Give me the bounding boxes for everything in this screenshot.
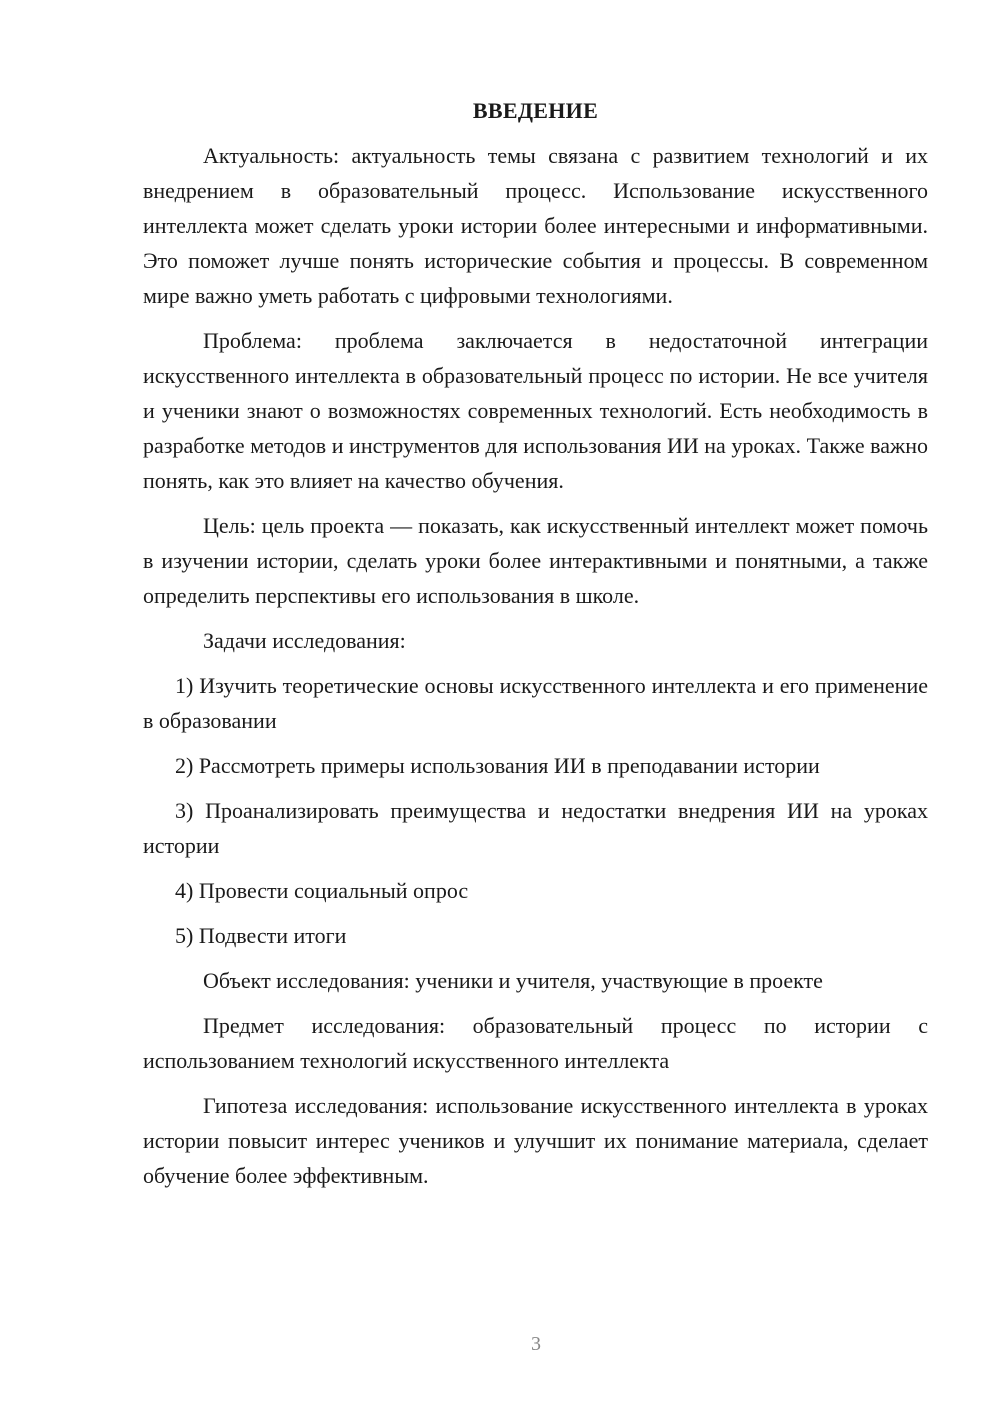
task-item: 2) Рассмотреть примеры использования ИИ в преподавании истории — [175, 753, 820, 778]
task-item: 1) Изучить теоретические основы искусственного интеллекта и его применение в образовании — [143, 673, 928, 733]
paragraph-hypothesis: Гипотеза исследования: использование искусственного интеллекта в уроках истории повысит интерес учеников и улучшит их понимание материала, сделает обучение более эффективным. — [143, 1093, 928, 1188]
tasks-heading: Задачи исследования: — [203, 628, 406, 653]
task-item: 5) Подвести итоги — [175, 923, 347, 948]
task-item: 3) Проанализировать преимущества и недостатки внедрения ИИ на уроках истории — [143, 798, 928, 858]
paragraph-problem: Проблема: проблема заключается в недостаточной интеграции искусственного интеллекта в образовательный процесс по истории. Не все учителя и ученики знают о возможностях современных технологий. Есть необходимость в разработке методов и инструментов для использования ИИ на уроках. Также важно понять, как это влияет на качество обучения. — [143, 328, 928, 493]
paragraph-object: Объект исследования: ученики и учителя, участвующие в проекте — [203, 968, 823, 993]
task-item: 4) Провести социальный опрос — [175, 878, 469, 903]
document-page — [143, 93, 928, 1193]
page-title: ВВЕДЕНИЕ — [472, 98, 599, 123]
paragraph-subject: Предмет исследования: образовательный процесс по истории с использованием технологий искусственного интеллекта — [143, 1013, 928, 1073]
page-number: 3 — [531, 1333, 541, 1355]
paragraph-goal: Цель: цель проекта — показать, как искусственный интеллект может помочь в изучении истории, сделать уроки более интерактивными и понятными, а также определить перспективы его использования в школе. — [143, 513, 928, 608]
paragraph-relevance: Актуальность: актуальность темы связана с развитием технологий и их внедрением в образовательный процесс. Использование искусственного интеллекта может сделать уроки истории более интересными и информативными. Это поможет лучше понять исторические события и процессы. В современном мире важно уметь работать с цифровыми технологиями. — [143, 143, 928, 308]
